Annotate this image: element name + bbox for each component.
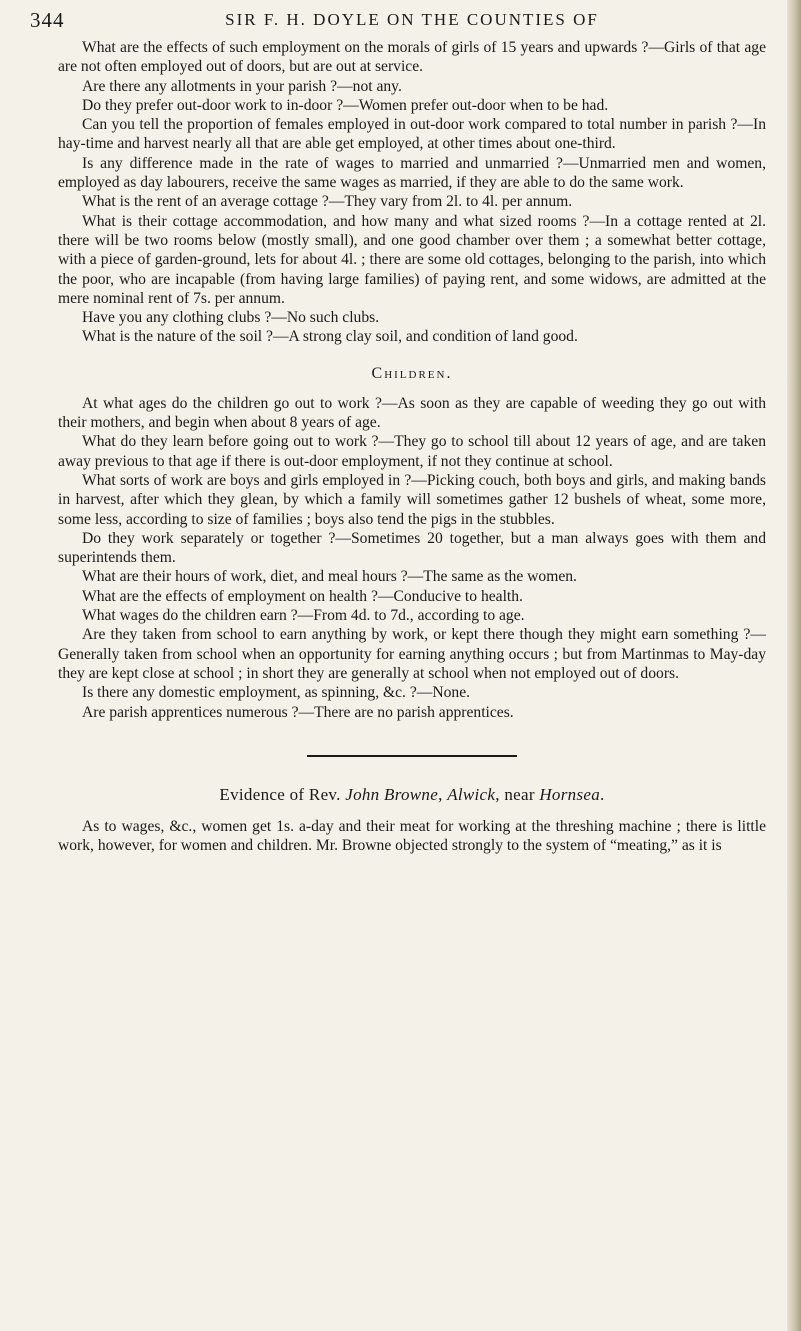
paragraph: What is the rent of an average cottage ?—They vary from 2l. to 4l. per annum.: [82, 193, 573, 211]
section-divider: [307, 755, 517, 757]
page-header: [30, 0, 766, 38]
evidence-near: , near: [495, 784, 540, 804]
evidence-title: [58, 785, 766, 805]
evidence-place: Alwick: [447, 784, 496, 804]
paragraph: Can you tell the proportion of females employed in out-door work compared to total number in parish ?—In hay-time and harvest nearly all that are able get employed, at other times about one-third.: [58, 116, 766, 153]
paragraph: Is any difference made in the rate of wages to married and unmarried ?—Unmarried men and women, employed as day labourers, receive the same wages as married, if they are able to do the same work.: [58, 154, 766, 192]
paragraph: What do they learn before going out to work ?—They go to school till about 12 years of age, and are taken away previous to that age if there is out-door employment, if not they continue at school.: [58, 433, 766, 470]
paragraph: What sorts of work are boys and girls employed in ?—Picking couch, both boys and girls, and making bands in harvest, after which they glean, by which a family will sometimes gather 12 bushels of wheat, some more, some less, according to size of families ; boys also tend the pigs in the stubbles.: [58, 471, 766, 528]
paragraph: Have you any clothing clubs ?—No such clubs.: [82, 309, 380, 327]
page-number: 344: [30, 8, 65, 32]
section-children: [58, 394, 766, 722]
children-heading: Children.: [371, 364, 453, 382]
paragraph: Are they taken from school to earn anything by work, or kept there though they might earn something ?—Generally taken from school when an opportunity for earning anything occurs ; but from Martinmas to May-day they are kept close at school ; in short they are generally at school when not employed out of doors.: [58, 626, 766, 682]
section-evidence: [58, 817, 766, 856]
evidence-prefix: Evidence of Rev.: [219, 784, 346, 804]
evidence-town: Hornsea: [539, 784, 601, 804]
paragraph: What are their hours of work, diet, and meal hours ?—The same as the women.: [82, 568, 577, 586]
evidence-sep: ,: [438, 784, 448, 804]
paragraph: At what ages do the children go out to work ?—As soon as they are capable of weeding they go out with their mothers, and begin when about 8 years of age.: [58, 394, 766, 432]
paragraph: What wages do the children earn ?—From 4d. to 7d., according to age.: [82, 607, 525, 625]
paragraph: Is there any domestic employment, as spinning, &c. ?—None.: [82, 684, 471, 702]
book-page: [30, 0, 766, 855]
paragraph: Are there any allotments in your parish ?—not any.: [82, 77, 402, 95]
section-questions: [58, 38, 766, 347]
page-edge: [787, 0, 801, 1331]
paragraph: Do they prefer out-door work to in-door ?—Women prefer out-door when to be had.: [82, 96, 609, 114]
paragraph: Do they work separately or together ?—Sometimes 20 together, but a man always goes with them and superintends them.: [58, 529, 766, 567]
evidence-name: John Browne: [345, 784, 439, 804]
paragraph: What is the nature of the soil ?—A strong clay soil, and condition of land good.: [82, 328, 578, 346]
paragraph: As to wages, &c., women get 1s. a-day and their meat for working at the threshing machine ; there is little work, however, for women and children. Mr. Browne objected strongly to the system of “meating,” as it is: [58, 817, 766, 855]
paragraph: Are parish apprentices numerous ?—There are no parish apprentices.: [82, 703, 514, 721]
paragraph: What are the effects of such employment on the morals of girls of 15 years and upwards ?—Girls of that age are not often employed out of doors, but are out at service.: [58, 39, 766, 76]
paragraph: What are the effects of employment on health ?—Conducive to health.: [82, 587, 523, 605]
evidence-end: .: [600, 784, 605, 804]
paragraph: What is their cottage accommodation, and how many and what sized rooms ?—In a cottage rented at 2l. there will be two rooms below (mostly small), and one good chamber over them ; a somewhat better cottage, with a piece of garden-ground, lets for about 4l. ; there are some old cottages, belonging to the parish, into which the poor, who are incapable (from having large families) of paying rent, and some widows, are admitted at the mere nominal rent of 7s. per annum.: [58, 212, 766, 307]
running-title: SIR F. H. DOYLE ON THE COUNTIES OF: [225, 10, 599, 29]
